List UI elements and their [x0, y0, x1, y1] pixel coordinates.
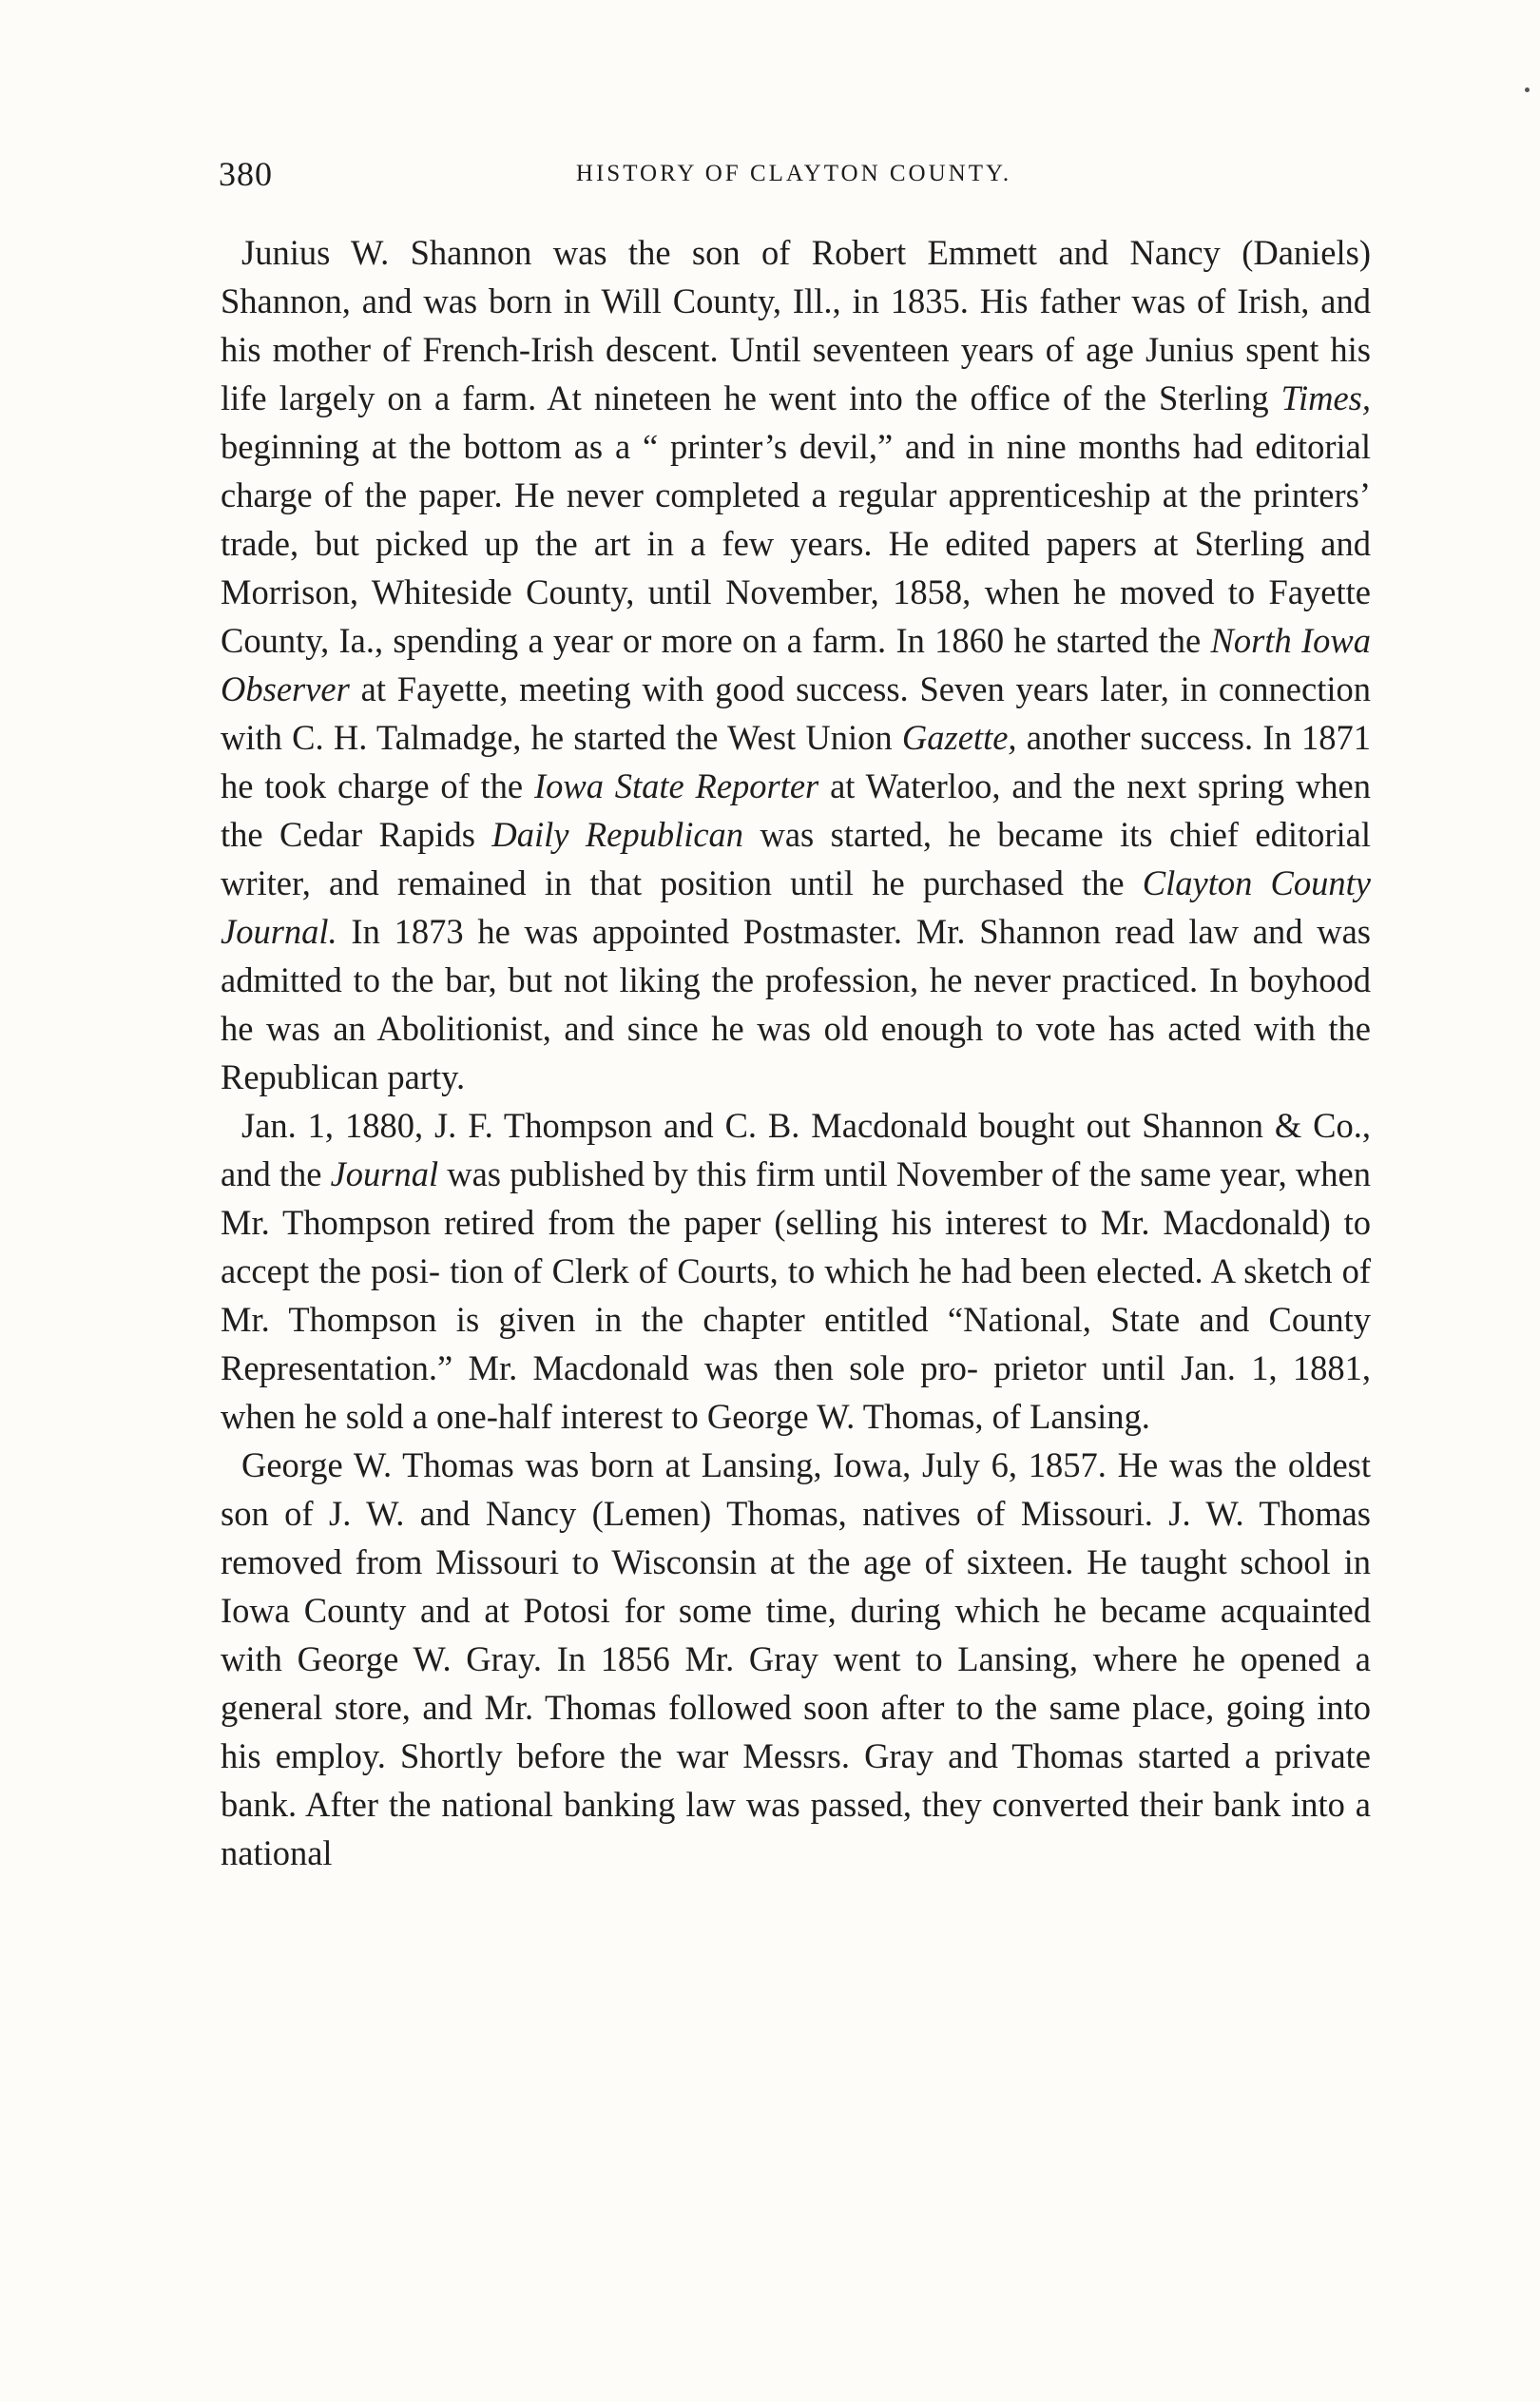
newspaper-title: North Iowa Observer: [221, 621, 1371, 708]
newspaper-title: Clayton County Journal.: [221, 863, 1371, 951]
newspaper-title: Gazette,: [901, 718, 1017, 757]
body-text: [221, 228, 1371, 1877]
text-run: Jan. 1, 1880, J. F. Thompson and C. B. Macdonald bought out Shannon & Co., and the: [221, 1106, 1371, 1193]
text-run: was published by this firm until November of the same year, when Mr. Thompson retired from the paper (selling his interest to Mr. Macdonald) to accept the posi- tion of Clerk of Courts, to which he had been elected. A sketch of Mr. Thompson is given in the chapter entitled “National, State and County Representation.” Mr. Macdonald was then sole pro- prietor until Jan. 1, 1881, when he sold a one-half interest to George W. Thomas, of Lansing.: [221, 1154, 1371, 1436]
paragraph-shannon: [221, 228, 1371, 1101]
margin-dot: [1525, 87, 1530, 92]
text-run: In 1873 he was appointed Postmaster. Mr. Shannon read law and was admitted to the bar, but not liking the profession, he never practiced. In boyhood he was an Abolitionist, and since he was old enough to vote has acted with the Republican party.: [221, 912, 1371, 1096]
page-header: [219, 154, 1369, 200]
text-run: another success. In 1871 he took charge of the: [221, 718, 1371, 805]
text-run: beginning at the bottom as a “ printer’s devil,” and in nine months had editorial charge of the paper. He never completed a regular apprenticeship at the printers’ trade, but picked up the art in a few years. He edited papers at Sterling and Morrison, Whiteside County, until November, 1858, when he moved to Fayette County, Ia., spending a year or more on a farm. In 1860 he started the: [221, 427, 1371, 660]
text-run: was started, he became its chief editorial writer, and remained in that position until he purchased the: [221, 815, 1371, 902]
paragraph-thompson-macdonald: [221, 1101, 1371, 1441]
page-number: 380: [219, 155, 273, 193]
text-run: Junius W. Shannon was the son of Robert Emmett and Nancy (Daniels) Shannon, and was born in Will County, Ill., in 1835. His father was of Irish, and his mother of French-Irish descent. Until seventeen years of age Junius spent his life largely on a farm. At nineteen he went into the office of the Sterling: [221, 233, 1371, 417]
text-run: George W. Thomas was born at Lansing, Iowa, July 6, 1857. He was the oldest son of J. W. and Nancy (Lemen) Thomas, natives of Missouri. J. W. Thomas removed from Missouri to Wisconsin at the age of sixteen. He taught school in Iowa County and at Potosi for some time, during which he became acquainted with George W. Gray. In 1856 Mr. Gray went to Lansing, where he opened a general store, and Mr. Thomas followed soon after to the same place, going into his employ. Shortly before the war Messrs. Gray and Thomas started a private bank. After the national banking law was passed, they converted their bank into a national: [221, 1445, 1371, 1872]
paragraph-george-thomas: [221, 1441, 1371, 1877]
newspaper-title: Times,: [1280, 378, 1371, 417]
newspaper-title: Iowa State Reporter: [533, 766, 819, 805]
text-run: at Fayette, meeting with good success. Seven years later, in connection with C. H. Talmadge, he started the West Union: [221, 669, 1371, 757]
newspaper-title: Journal: [330, 1154, 439, 1193]
newspaper-title: Daily Republican: [491, 815, 744, 854]
running-title: HISTORY OF CLAYTON COUNTY.: [575, 161, 1012, 186]
text-run: at Waterloo, and the next spring when the Cedar Rapids: [221, 766, 1371, 854]
